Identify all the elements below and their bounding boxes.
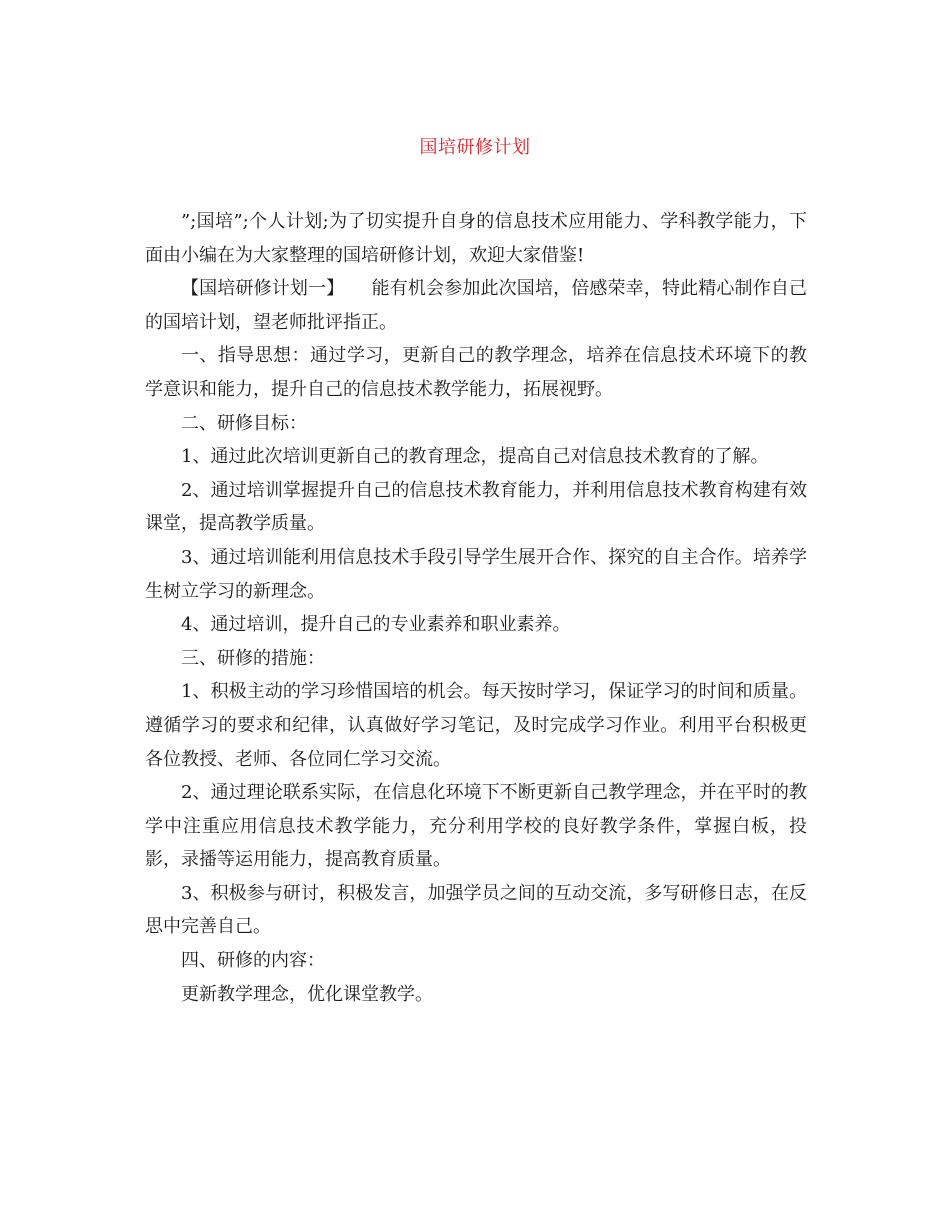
paragraph-goal-2: 2、通过培训掌握提升自己的信息技术教育能力，并利用信息技术教育构建有效课堂，提高教学质量。 xyxy=(145,479,807,535)
document-body xyxy=(145,205,807,1011)
document-title: 国培研修计划 xyxy=(419,137,531,158)
paragraph-goal-4: 4、通过培训，提升自己的专业素养和职业素养。 xyxy=(181,614,571,636)
paragraph-content-1: 更新教学理念，优化课堂教学。 xyxy=(181,983,433,1005)
paragraph-guiding-thought: 一、指导思想：通过学习，更新自己的教学理念，培养在信息技术环境下的教学意识和能力，提升自己的信息技术教学能力，拓展视野。 xyxy=(145,345,807,400)
heading-content: 四、研修的内容： xyxy=(181,950,325,972)
paragraph-goal-3: 3、通过培训能利用信息技术手段引导学生展开合作、探究的自主合作。培养学生树立学习的新理念。 xyxy=(145,546,807,602)
paragraph-intro: ”;国培”;个人计划;为了切实提升自身的信息技术应用能力、学科教学能力，下面由小编在为大家整理的国培研修计划，欢迎大家借鉴! xyxy=(145,211,807,266)
paragraph-plan-one: 【国培研修计划一】 能有机会参加此次国培，倍感荣幸，特此精心制作自己的国培计划，望老师批评指正。 xyxy=(145,278,807,333)
paragraph-measure-1: 1、积极主动的学习珍惜国培的机会。每天按时学习，保证学习的时间和质量。遵循学习的要求和纪律，认真做好学习笔记，及时完成学习作业。利用平台积极更各位教授、老师、各位同仁学习交流。 xyxy=(145,681,807,770)
paragraph-goal-1: 1、通过此次培训更新自己的教育理念，提高自己对信息技术教育的了解。 xyxy=(181,446,769,468)
heading-measures: 三、研修的措施： xyxy=(181,647,325,669)
paragraph-measure-3: 3、积极参与研讨，积极发言，加强学员之间的互动交流，多写研修日志，在反思中完善自己。 xyxy=(145,882,807,938)
paragraph-measure-2: 2、通过理论联系实际，在信息化环境下不断更新自己教学理念，并在平时的教学中注重应用信息技术教学能力，充分利用学校的良好教学条件，掌握白板，投影，录播等运用能力，提高教育质量。 xyxy=(145,782,807,871)
heading-goals: 二、研修目标： xyxy=(181,412,307,434)
